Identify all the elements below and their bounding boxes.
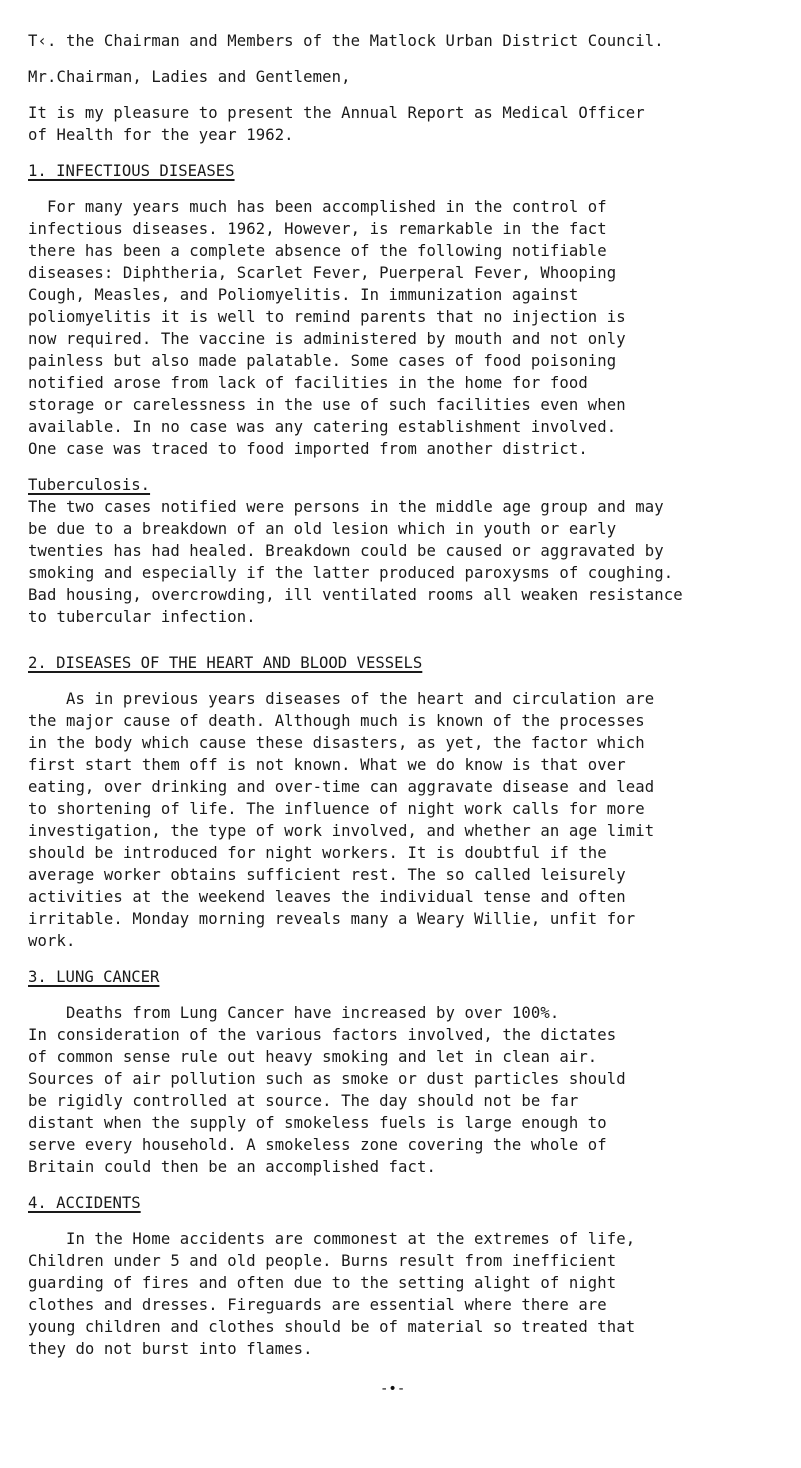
paragraph-line: infectious diseases. 1962, However, is remarkable in the fact (28, 220, 607, 238)
paragraph-line: activities at the weekend leaves the individual tense and often (28, 888, 626, 906)
paragraph-line: average worker obtains sufficient rest. The so called leisurely (28, 866, 626, 884)
paragraph-line: One case was traced to food imported from another district. (28, 440, 588, 458)
paragraph-line: smoking and especially if the latter produced paroxysms of coughing. (28, 564, 674, 582)
paragraph-line: in the body which cause these disasters, as yet, the factor which (28, 734, 645, 752)
paragraph-line: Deaths from Lung Cancer have increased by over 100%. (28, 1004, 560, 1022)
paragraph-line: In the Home accidents are commonest at the extremes of life, (28, 1230, 636, 1248)
paragraph-line: the major cause of death. Although much is known of the processes (28, 712, 645, 730)
paragraph-line: work. (28, 932, 76, 950)
paragraph-line: notified arose from lack of facilities in the home for food (28, 374, 588, 392)
paragraph-line: twenties has had healed. Breakdown could be caused or aggravated by (28, 542, 664, 560)
paragraph-line: In consideration of the various factors involved, the dictates (28, 1026, 617, 1044)
paragraph-line: storage or carelessness in the use of such facilities even when (28, 396, 626, 414)
paragraph-line: As in previous years diseases of the heart and circulation are (28, 690, 655, 708)
paragraph-line: It is my pleasure to present the Annual Report as Medical Officer (28, 104, 645, 122)
paragraph-line: guarding of fires and often due to the setting alight of night (28, 1274, 617, 1292)
paragraph-line: now required. The vaccine is administered by mouth and not only (28, 330, 626, 348)
paragraph-line: clothes and dresses. Fireguards are essential where there are (28, 1296, 607, 1314)
page-ornament: -•- (380, 1381, 406, 1397)
paragraph-line: Sources of air pollution such as smoke or dust particles should (28, 1070, 626, 1088)
paragraph-line: they do not burst into flames. (28, 1340, 313, 1358)
paragraph-line: young children and clothes should be of material so treated that (28, 1318, 636, 1336)
section-heading: 3. LUNG CANCER (28, 968, 160, 986)
paragraph-line: first start them off is not known. What we do know is that over (28, 756, 626, 774)
section-heading: 2. DISEASES OF THE HEART AND BLOOD VESSELS (28, 654, 423, 672)
paragraph-line: distant when the supply of smokeless fuels is large enough to (28, 1114, 607, 1132)
paragraph-line: there has been a complete absence of the following notifiable (28, 242, 607, 260)
paragraph-line: The two cases notified were persons in the middle age group and may (28, 498, 664, 516)
section-heading: 1. INFECTIOUS DISEASES (28, 162, 235, 180)
paragraph-line: poliomyelitis it is well to remind parents that no injection is (28, 308, 626, 326)
paragraph-line: Children under 5 and old people. Burns result from inefficient (28, 1252, 617, 1270)
address-line: T‹. the Chairman and Members of the Matlock Urban District Council. (28, 32, 664, 50)
paragraph-line: irritable. Monday morning reveals many a Weary Willie, unfit for (28, 910, 636, 928)
paragraph-line: painless but also made palatable. Some cases of food poisoning (28, 352, 617, 370)
paragraph-line: Bad housing, overcrowding, ill ventilated rooms all weaken resistance (28, 586, 683, 604)
paragraph-line: diseases: Diphtheria, Scarlet Fever, Puerperal Fever, Whooping (28, 264, 617, 282)
paragraph-line: of common sense rule out heavy smoking and let in clean air. (28, 1048, 598, 1066)
paragraph-line: serve every household. A smokeless zone covering the whole of (28, 1136, 607, 1154)
paragraph-line: to tubercular infection. (28, 608, 256, 626)
paragraph-line: Britain could then be an accomplished fact. (28, 1158, 436, 1176)
salutation: Mr.Chairman, Ladies and Gentlemen, (28, 68, 351, 86)
paragraph-line: available. In no case was any catering establishment involved. (28, 418, 617, 436)
paragraph-line: investigation, the type of work involved, and whether an age limit (28, 822, 655, 840)
paragraph-line: of Health for the year 1962. (28, 126, 294, 144)
paragraph-line: be due to a breakdown of an old lesion which in youth or early (28, 520, 617, 538)
section-heading: 4. ACCIDENTS (28, 1194, 141, 1212)
paragraph-line: Cough, Measles, and Poliomyelitis. In immunization against (28, 286, 579, 304)
section-heading: Tuberculosis. (28, 476, 151, 494)
paragraph-line: should be introduced for night workers. It is doubtful if the (28, 844, 607, 862)
paragraph-line: For many years much has been accomplished in the control of (28, 198, 607, 216)
paragraph-line: eating, over drinking and over-time can aggravate disease and lead (28, 778, 655, 796)
paragraph-line: to shortening of life. The influence of night work calls for more (28, 800, 645, 818)
paragraph-line: be rigidly controlled at source. The day should not be far (28, 1092, 579, 1110)
